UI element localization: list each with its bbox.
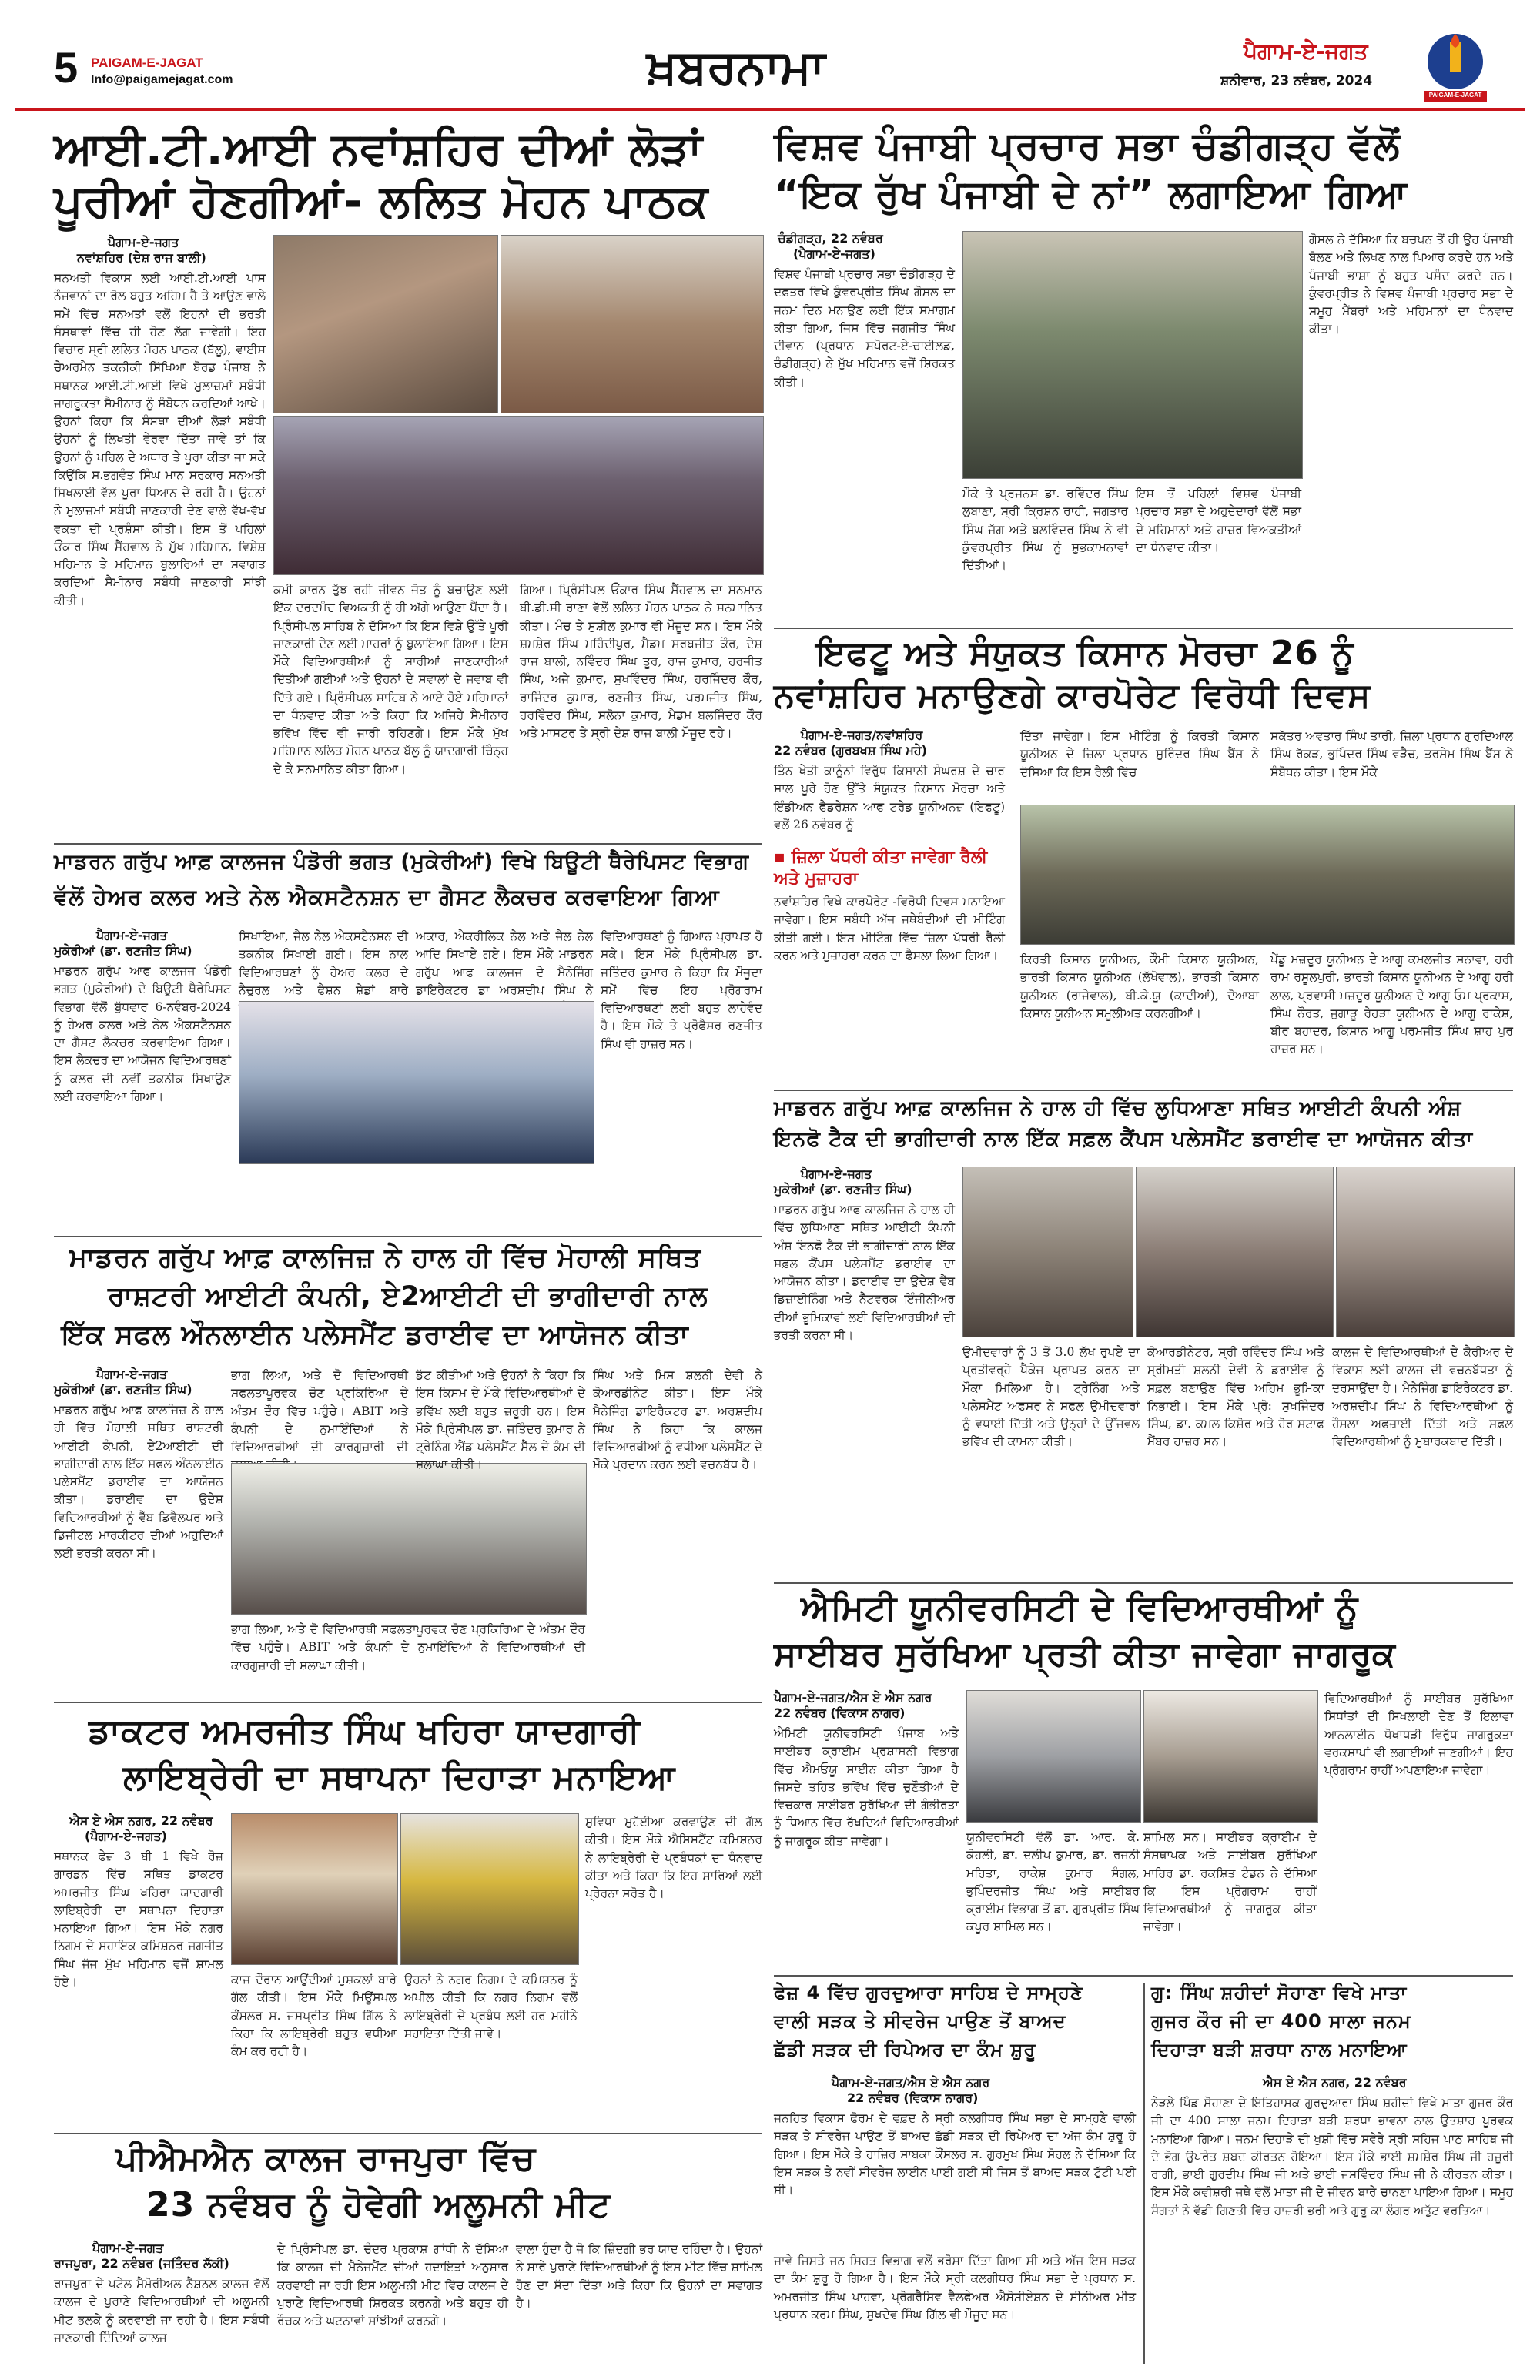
amity-col3: ਸ਼ਾਮਿਲ ਸਨ। ਸਾਈਬਰ ਕ੍ਰਾਈਮ ਦੇ ਸੰਸਥਾਪਕ ਅਤੇ ਸਾਈਬਰ ਸੁਰੱਖਿਆ ਮਾਹਿਰ ਡਾ. ਰਕਸ਼ਿਤ ਟੰਡਨ ਨੇ ਦੱਸਿਆ ਕਿ ਇਸ ਪ੍ਰੋਗਰਾਮ ਰਾਹੀਂ ਵਿਦਿਆਰਥੀਆਂ ਨੂੰ ਜਾਗਰੂਕ ਕੀਤਾ ਜਾਵੇਗਾ। [1143, 1830, 1317, 1934]
mohali-col5: ਭਾਗ ਲਿਆ, ਅਤੇ ਦੋ ਵਿਦਿਆਰਥੀ ਸਫਲਤਾਪੂਰਵਕ ਚੋਣ ਪ੍ਰਕਿਰਿਆ ਦੇ ਅੰਤਮ ਦੌਰ ਵਿੱਚ ਪਹੁੰਚੇ। ABIT ਅਤੇ ਕੰਪਨੀ ਦੇ ਨੁਮਾਇੰਦਿਆਂ ਨੇ ਵਿਦਿਆਰਥੀਆਂ ਦੀ ਕਾਰਗੁਜ਼ਾਰੀ ਦੀ ਸ਼ਲਾਘਾ ਕੀਤੀ। [231, 1622, 585, 1672]
email: Info@paigamejagat.com [91, 73, 233, 86]
sale-col3: ਕੋਆਰਡੀਨੇਟਰ, ਸ੍ਰੀ ਰਵਿੰਦਰ ਸਿੰਘ ਅਤੇ ਸ੍ਰੀਮਤੀ ਸ਼ਲਨੀ ਦੇਵੀ ਨੇ ਡਰਾਈਵ ਨੂੰ ਸਫ਼ਲ ਬਣਾਉਣ ਵਿੱਚ ਅਹਿਮ ਭੂਮਿਕਾ ਨਿਭਾਈ। ਇਸ ਮੌਕੇ ਪ੍ਰੋ: ਸੁਖਜਿੰਦਰ ਸਿੰਘ, ਡਾ. ਕਮਲ ਕਿਸ਼ੋਰ ਅਤੇ ਹੋਰ ਸਟਾਫ਼ ਮੈਂਬਰ ਹਾਜ਼ਰ ਸਨ। [1147, 1345, 1324, 1449]
iti-byline-2: ਨਵਾਂਸ਼ਹਿਰ (ਦੇਸ਼ ਰਾਜ ਬਾਲੀ) [77, 250, 206, 265]
sale-byline-2: ਮੁਕੇਰੀਆਂ (ਡਾ. ਰਣਜੀਤ ਸਿੰਘ) [774, 1182, 912, 1197]
divider [54, 1702, 762, 1703]
logo-text: PAIGAM-E-JAGAT [1428, 92, 1482, 99]
wppc-headline-2: “ਇਕ ਰੁੱਖ ਪੰਜਾਬੀ ਦੇ ਨਾਂ” ਲਗਾਇਆ ਗਿਆ [774, 172, 1408, 216]
iti-headline-1: ਆਈ.ਟੀ.ਆਈ ਨਵਾਂਸ਼ਹਿਰ ਦੀਆਂ ਲੋੜਾਂ [54, 122, 703, 175]
pmn-byline-2: ਰਾਜਪੁਰਾ, 22 ਨਵੰਬਰ (ਜਤਿੰਦਰ ਲੱਕੀ) [54, 2256, 229, 2271]
gurdwara-col2: ਜਾਵੇ ਜਿਸਤੇ ਜਨ ਸਿਹਤ ਵਿਭਾਗ ਵਲੋਂ ਭਰੋਸਾ ਦਿੱਤਾ ਗਿਆ ਸੀ ਅਤੇ ਅੱਜ ਇਸ ਸੜਕ ਦਾ ਕੰਮ ਸ਼ੁਰੂ ਹੋ ਗਿਆ ਹੈ। ਇਸ ਮੌਕੇ ਸ੍ਰੀ ਕਲਗੀਧਰ ਸਿੰਘ ਸਭਾ ਦੇ ਪ੍ਰਧਾਨ ਸ. ਅਮਰਜੀਤ ਸਿੰਘ ਪਾਹਵਾ, ਪ੍ਰੋਗਰੈਸਿਵ ਵੈਲਫੇਅਰ ਐਸੋਸੀਏਸ਼ਨ ਦੇ ਸੀਨੀਅਰ ਮੀਤ ਪ੍ਰਧਾਨ ਕਰਮ ਸਿੰਘ, ਸੁਖਦੇਵ ਸਿੰਘ ਗਿੱਲ ਵੀ ਮੌਜੂਦ ਸਨ। [774, 2254, 1136, 2321]
wppc-col3: ਇਸ ਤੋਂ ਪਹਿਲਾਂ ਵਿਸ਼ਵ ਪੰਜਾਬੀ ਪ੍ਰਚਾਰ ਸਭਾ ਦੇ ਅਹੁਦੇਦਾਰਾਂ ਵੱਲੋਂ ਸਭਾ ਦੇ ਮਹਿਮਾਨਾਂ ਅਤੇ ਹਾਜ਼ਰ ਵਿਅਕਤੀਆਂ ਦਾ ਧੰਨਵਾਦ ਕੀਤਾ। [1136, 487, 1301, 554]
beauty-col4: ਵਿਦਿਆਰਥਣਾਂ ਨੂੰ ਗਿਆਨ ਪ੍ਰਾਪਤ ਹੋ ਸਕੇ। ਇਸ ਮੌਕੇ ਪ੍ਰਿੰਸੀਪਲ ਡਾ. ਜਤਿੰਦਰ ਕੁਮਾਰ ਨੇ ਕਿਹਾ ਕਿ ਮੌਜੂਦਾ ਸਮੇਂ ਵਿੱਚ ਇਹ ਪ੍ਰੋਗਰਾਮ ਵਿਦਿਆਰਥਣਾਂ ਲਈ ਬਹੁਤ ਲਾਹੇਵੰਦ ਹੈ। ਇਸ ਮੌਕੇ ਤੇ ਪ੍ਰੋਫੈਸਰ ਰਣਜੀਤ ਸਿੰਘ ਵੀ ਹਾਜ਼ਰ ਸਨ। [601, 929, 762, 1051]
wppc-col1: ਵਿਸ਼ਵ ਪੰਜਾਬੀ ਪ੍ਰਚਾਰ ਸਭਾ ਚੰਡੀਗੜ੍ਹ ਦੇ ਦਫ਼ਤਰ ਵਿਖੇ ਕੁੰਵਰਪ੍ਰੀਤ ਸਿੰਘ ਗੋਸਲ ਦਾ ਜਨਮ ਦਿਨ ਮਨਾਉਣ ਲਈ ਇੱਕ ਸਮਾਗਮ ਕੀਤਾ ਗਿਆ, ਜਿਸ ਵਿੱਚ ਜਗਜੀਤ ਸਿੰਘ ਦੀਵਾਨ (ਪ੍ਰਧਾਨ ਸਪੋਰਟ-ਏ-ਚਾਈਲਡ, ਚੰਡੀਗੜ੍ਹ) ਨੇ ਮੁੱਖ ਮਹਿਮਾਨ ਵਜੋਂ ਸ਼ਿਰਕਤ ਕੀਤੀ। [774, 267, 955, 389]
gurdwara-byline-1: ਪੈਗਾਮ-ਏ-ਜਗਤ/ਐਸ ਏ ਐਸ ਨਗਰ [832, 2075, 990, 2090]
divider [54, 2133, 762, 2134]
library-headline-2: ਲਾਇਬ੍ਰੇਰੀ ਦਾ ਸਥਾਪਨਾ ਦਿਹਾੜਾ ਮਨਾਇਆ [123, 1758, 676, 1797]
gujri-headline-3: ਦਿਹਾੜਾ ਬੜੀ ਸ਼ਰਧਾ ਨਾਲ ਮਨਾਇਆ [1151, 2039, 1408, 2060]
library-col1: ਸਥਾਨਕ ਫੇਜ਼ 3 ਬੀ 1 ਵਿਖੇ ਰੋਜ਼ ਗਾਰਡਨ ਵਿੱਚ ਸਥਿਤ ਡਾਕਟਰ ਅਮਰਜੀਤ ਸਿੰਘ ਖਹਿਰਾ ਯਾਦਗਾਰੀ ਲਾਇਬ੍ਰੇਰੀ ਦਾ ਸਥਾਪਨਾ ਦਿਹਾੜਾ ਮਨਾਇਆ ਗਿਆ। ਇਸ ਮੌਕੇ ਨਗਰ ਨਿਗਮ ਦੇ ਸਹਾਇਕ ਕਮਿਸ਼ਨਰ ਜਗਜੀਤ ਸਿੰਘ ਜੱਜ ਮੁੱਖ ਮਹਿਮਾਨ ਵਜੋਂ ਸ਼ਾਮਲ ਹੋਏ। [54, 1849, 223, 1989]
amity-byline-1: ਪੈਗਾਮ-ਏ-ਜਗਤ/ਐਸ ਏ ਐਸ ਨਗਰ [774, 1690, 932, 1705]
iti-col1: ਸਨਅਤੀ ਵਿਕਾਸ ਲਈ ਆਈ.ਟੀ.ਆਈ ਪਾਸ ਨੌਜਵਾਨਾਂ ਦਾ ਰੋਲ ਬਹੁਤ ਅਹਿਮ ਹੈ ਤੇ ਆਉਣ ਵਾਲੇ ਸਮੇਂ ਵਿੱਚ ਸਨਅਤਾਂ ਵਲੋਂ ਇਹਨਾਂ ਦੀ ਭਰਤੀ ਸੰਸਥਾਵਾਂ ਵਿੱਚ ਹੀ ਹੋਣ ਲੱਗ ਜਾਵੇਗੀ। ਇਹ ਵਿਚਾਰ ਸ੍ਰੀ ਲਲਿਤ ਮੋਹਨ ਪਾਠਕ (ਬੱਲੂ), ਵਾਈਸ ਚੇਅਰਮੈਨ ਤਕਨੀਕੀ ਸਿੱਖਿਆ ਬੋਰਡ ਪੰਜਾਬ ਨੇ ਸਥਾਨਕ ਆਈ.ਟੀ.ਆਈ ਵਿਖੇ ਮੁਲਾਜ਼ਮਾਂ ਸਬੰਧੀ ਜਾਗਰੂਕਤਾ ਸੈਮੀਨਾਰ ਨੂੰ ਸੰਬੋਧਨ ਕਰਦਿਆਂ ਆਖੇ। ਉਹਨਾਂ ਕਿਹਾ ਕਿ ਸੰਸਥਾ ਦੀਆਂ ਲੋੜਾਂ ਸਬੰਧੀ ਉਹਨਾਂ ਨੂੰ ਲਿਖਤੀ ਵੇਰਵਾ ਦਿੱਤਾ ਜਾਵੇ ਤਾਂ ਕਿ ਉਹਨਾਂ ਨੂੰ ਪਹਿਲ ਦੇ ਅਧਾਰ ਤੇ ਪੂਰਾ ਕੀਤਾ ਜਾ ਸਕੇ ਕਿਉਂਕਿ ਸ.ਭਗਵੰਤ ਸਿੰਘ ਮਾਨ ਸਰਕਾਰ ਸਨਅਤੀ ਸਿਖਲਾਈ ਵੱਲ ਪੂਰਾ ਧਿਆਨ ਦੇ ਰਹੀ ਹੈ। ਉਹਨਾਂ ਨੇ ਮੁਲਾਜ਼ਮਾਂ ਸਬੰਧੀ ਜਾਣਕਾਰੀ ਦੇਣ ਵਾਲੇ ਵੱਖ-ਵੱਖ ਵਕਤਾ ਦੀ ਪ੍ਰਸ਼ੰਸਾ ਕੀਤੀ। ਇਸ ਤੋਂ ਪਹਿਲਾਂ ਓਂਕਾਰ ਸਿੰਘ ਸੈਂਹਵਾਲ ਨੇ ਮੁੱਖ ਮਹਿਮਾਨ, ਵਿਸ਼ੇਸ਼ ਮਹਿਮਾਨ ਤੇ ਮਹਿਮਾਨ ਬੁਲਾਰਿਆਂ ਦਾ ਸਵਾਗਤ ਕਰਦਿਆਂ ਸੈਮੀਨਾਰ ਸਬੰਧੀ ਜਾਣਕਾਰੀ ਸਾਂਝੀ ਕੀਤੀ। [54, 271, 266, 608]
pmn-headline-2: 23 ਨਵੰਬਰ ਨੂੰ ਹੋਵੇਗੀ ਅਲੂਮਨੀ ਮੀਟ [146, 2185, 611, 2224]
iti-col2: ਕਮੀ ਕਾਰਨ ਤੁੱਝ ਰਹੀ ਜੀਵਨ ਜੋਤ ਨੂੰ ਬਚਾਉਣ ਲਈ ਇੱਕ ਦਰਦਮੰਦ ਵਿਅਕਤੀ ਨੂੰ ਹੀ ਅੱਗੇ ਆਉਣਾ ਪੈਂਦਾ ਹੈ। ਪ੍ਰਿੰਸੀਪਲ ਸਾਹਿਬ ਨੇ ਦੱਸਿਆ ਕਿ ਇਸ ਵਿਸ਼ੇ ਉੱਤੇ ਪੂਰੀ ਜਾਣਕਾਰੀ ਦੇਣ ਲਈ ਮਾਹਰਾਂ ਨੂੰ ਬੁਲਾਇਆ ਗਿਆ। ਇਸ ਮੌਕੇ ਵਿਦਿਆਰਥੀਆਂ ਨੂੰ ਸਾਰੀਆਂ ਜਾਣਕਾਰੀਆਂ ਦਿੱਤੀਆਂ ਗਈਆਂ ਅਤੇ ਉਹਨਾਂ ਦੇ ਸਵਾਲਾਂ ਦੇ ਜਵਾਬ ਵੀ ਦਿੱਤੇ ਗਏ। ਪ੍ਰਿੰਸੀਪਲ ਸਾਹਿਬ ਨੇ ਆਏ ਹੋਏ ਮਹਿਮਾਨਾਂ ਦਾ ਧੰਨਵਾਦ ਕੀਤਾ ਅਤੇ ਕਿਹਾ ਕਿ ਅਜਿਹੇ ਸੈਮੀਨਾਰ ਭਵਿੱਖ ਵਿੱਚ ਵੀ ਜਾਰੀ ਰਹਿਣਗੇ। ਇਸ ਮੌਕੇ ਮੁੱਖ ਮਹਿਮਾਨ ਲਲਿਤ ਮੋਹਨ ਪਾਠਕ ਬੱਲੂ ਨੂੰ ਯਾਦਗਾਰੀ ਚਿੰਨ੍ਹ ਦੇ ਕੇ ਸਨਮਾਨਿਤ ਕੀਤਾ ਗਿਆ। [273, 583, 508, 776]
farmers-col1: ਤਿੰਨ ਖੇਤੀ ਕਾਨੂੰਨਾਂ ਵਿਰੁੱਧ ਕਿਸਾਨੀ ਸੰਘਰਸ਼ ਦੇ ਚਾਰ ਸਾਲ ਪੂਰੇ ਹੋਣ ਉੱਤੇ ਸੰਯੁਕਤ ਕਿਸਾਨ ਮੋਰਚਾ ਅਤੇ ਇੰਡੀਅਨ ਫੈਡਰੇਸ਼ਨ ਆਫ ਟਰੇਡ ਯੂਨੀਅਨਜ਼ (ਇਫਟੂ) ਵਲੋਂ 26 ਨਵੰਬਰ ਨੂੰ [774, 764, 1005, 832]
divider [774, 1582, 1513, 1584]
amity-col4: ਵਿਦਿਆਰਥੀਆਂ ਨੂੰ ਸਾਈਬਰ ਸੁਰੱਖਿਆ ਸਿਧਾਂਤਾਂ ਦੀ ਸਿਖਲਾਈ ਦੇਣ ਤੋਂ ਇਲਾਵਾ ਆਨਲਾਈਨ ਧੋਖਾਧੜੀ ਵਿਰੁੱਧ ਜਾਗਰੂਕਤਾ ਵਰਕਸ਼ਾਪਾਂ ਵੀ ਲਗਾਈਆਂ ਜਾਣਗੀਆਂ। ਇਹ ਪ੍ਰੋਗਰਾਮ ਰਾਹੀਂ ਅਪਣਾਇਆ ਜਾਵੇਗਾ। [1324, 1692, 1513, 1777]
mohali-col2: ਭਾਗ ਲਿਆ, ਅਤੇ ਦੋ ਵਿਦਿਆਰਥੀ ਸਫਲਤਾਪੂਰਵਕ ਚੋਣ ਪ੍ਰਕਿਰਿਆ ਦੇ ਅੰਤਮ ਦੌਰ ਵਿੱਚ ਪਹੁੰਚੇ। ABIT ਅਤੇ ਕੰਪਨੀ ਦੇ ਨੁਮਾਇੰਦਿਆਂ ਨੇ ਵਿਦਿਆਰਥੀਆਂ ਦੀ ਕਾਰਗੁਜ਼ਾਰੀ ਦੀ [231, 1368, 408, 1454]
farmers-col3: ਸਕੱਤਰ ਅਵਤਾਰ ਸਿੰਘ ਤਾਰੀ, ਜ਼ਿਲਾ ਪ੍ਰਧਾਨ ਗੁਰਦਿਆਲ ਸਿੰਘ ਰੱਕੜ, ਭੁਪਿੰਦਰ ਸਿੰਘ ਵੜੈਚ, ਤਰਸੇਮ ਸਿੰਘ ਬੈਂਸ ਨੇ ਸੰਬੋਧਨ ਕੀਤਾ। ਇਸ ਮੌਕੇ [1270, 729, 1513, 779]
library-headline-1: ਡਾਕਟਰ ਅਮਰਜੀਤ ਸਿੰਘ ਖਹਿਰਾ ਯਾਦਗਾਰੀ [89, 1712, 641, 1751]
mohali-headline-2: ਰਾਸ਼ਟਰੀ ਆਈਟੀ ਕੰਪਨੀ, ਏ2ਆਈਟੀ ਦੀ ਭਾਗੀਦਾਰੀ ਨਾਲ [108, 1281, 708, 1312]
pmn-byline-1: ਪੈਗਾਮ-ਏ-ਜਗਤ [92, 2241, 164, 2255]
farmers-headline-1: ਇਫਟੂ ਅਤੇ ਸੰਯੁਕਤ ਕਿਸਾਨ ਮੋਰਚਾ 26 ਨੂੰ [816, 634, 1354, 673]
page-number: 5 [54, 43, 79, 92]
library-col2: ਕਾਜ ਦੌਰਾਨ ਆਉਂਦੀਆਂ ਮੁਸ਼ਕਲਾਂ ਬਾਰੇ ਗੱਲ ਕੀਤੀ। ਇਸ ਮੌਕੇ ਮਿਊਂਸਪਲ ਕੌਂਸਲਰ ਸ. ਜਸਪ੍ਰੀਤ ਸਿੰਘ ਗਿੱਲ ਨੇ ਕਿਹਾ ਕਿ ਲਾਇਬ੍ਰੇਰੀ ਬਹੁਤ ਵਧੀਆ ਕੰਮ ਕਰ ਰਹੀ ਹੈ। [231, 1973, 397, 2058]
gurdwara-col1: ਜਨਹਿਤ ਵਿਕਾਸ ਫੋਰਮ ਦੇ ਵਫ਼ਦ ਨੇ ਸ੍ਰੀ ਕਲਗੀਧਰ ਸਿੰਘ ਸਭਾ ਦੇ ਸਾਮ੍ਹਣੇ ਵਾਲੀ ਸੜਕ ਤੇ ਸੀਵਰੇਜ ਪਾਉਣ ਤੋਂ ਬਾਅਦ ਛੱਡੀ ਸੜਕ ਦੀ ਰਿਪੇਅਰ ਦਾ ਅੱਜ ਕੰਮ ਸ਼ੁਰੂ ਹੋ ਗਿਆ। ਇਸ ਮੌਕੇ ਤੇ ਹਾਜ਼ਿਰ ਸਾਬਕਾ ਕੌਂਸਲਰ ਸ. ਗੁਰਮੁਖ ਸਿੰਘ ਸੋਹਲ ਨੇ ਦੱਸਿਆ ਕਿ ਇਸ ਸੜਕ ਤੇ ਨਵੀਂ ਸੀਵਰੇਜ ਲਾਈਨ ਪਾਈ ਗਈ ਸੀ ਜਿਸ ਤੋਂ ਬਾਅਦ ਸੜਕ ਟੁੱਟੀ ਪਈ ਸੀ। [774, 2111, 1136, 2197]
amity-col2: ਯੂਨੀਵਰਸਿਟੀ ਵੱਲੋਂ ਡਾ. ਆਰ. ਕੇ. ਕੋਹਲੀ, ਡਾ. ਦਲੀਪ ਕੁਮਾਰ, ਡਾ. ਰਜਨੀ ਮਹਿਤਾ, ਰਾਕੇਸ਼ ਕੁਮਾਰ ਸੰਗਲ, ਭੁਪਿੰਦਰਜੀਤ ਸਿੰਘ ਅਤੇ ਸਾਈਬਰ ਕ੍ਰਾਈਮ ਵਿਭਾਗ ਤੋਂ ਡਾ. ਗੁਰਪ੍ਰੀਤ ਸਿੰਘ ਕਪੂਰ ਸ਼ਾਮਿਲ ਸਨ। [966, 1830, 1140, 1934]
divider [774, 628, 1513, 629]
farmers-photo [1020, 805, 1515, 945]
beauty-headline-1: ਮਾਡਰਨ ਗਰੁੱਪ ਆਫ਼ ਕਾਲਜਜ ਪੰਡੋਰੀ ਭਗਤ (ਮੁਕੇਰੀਆਂ) ਵਿਖੇ ਬਿਊਟੀ ਥੈਰੇਪਿਸਟ ਵਿਭਾਗ [54, 850, 750, 874]
sale-photo-3 [1336, 1167, 1515, 1337]
farmers-col5: ਕਿਰਤੀ ਕਿਸਾਨ ਯੂਨੀਅਨ, ਕੌਮੀ ਕਿਸਾਨ ਯੂਨੀਅਨ, ਭਾਰਤੀ ਕਿਸਾਨ ਯੂਨੀਅਨ (ਲੱਖੋਵਾਲ), ਭਾਰਤੀ ਕਿਸਾਨ ਯੂਨੀਅਨ (ਰਾਜੇਵਾਲ), ਬੀ.ਕੇ.ਯੂ (ਕਾਦੀਆਂ), ਦੋਆਬਾ ਕਿਸਾਨ ਯੂਨੀਅਨ ਸਮੂਲੀਅਤ ਕਰਨਗੀਆਂ। [1020, 952, 1259, 1020]
farmers-col4: ਨਵਾਂਸ਼ਹਿਰ ਵਿਖੇ ਕਾਰਪੋਰੇਟ -ਵਿਰੋਧੀ ਦਿਵਸ ਮਨਾਇਆ ਜਾਵੇਗਾ। ਇਸ ਸਬੰਧੀ ਅੱਜ ਜਥੇਬੰਦੀਆਂ ਦੀ ਮੀਟਿੰਗ ਕੀਤੀ ਗਈ। ਇਸ ਮੀਟਿੰਗ ਵਿੱਚ ਜ਼ਿਲਾ ਪੱਧਰੀ ਰੈਲੀ ਕਰਨ ਅਤੇ ਮੁਜ਼ਾਹਰਾ ਕਰਨ ਦਾ ਫੈਸਲਾ ਲਿਆ ਗਿਆ। [774, 895, 1005, 962]
amity-headline-1: ਐਮਿਟੀ ਯੂਨੀਵਰਸਿਟੀ ਦੇ ਵਿਦਿਆਰਥੀਆਂ ਨੂੰ [801, 1588, 1359, 1628]
iti-photo-2 [500, 235, 764, 413]
mohali-photo [231, 1463, 587, 1615]
mohali-col3: ਡੱਟ ਕੀਤੀਆਂ ਅਤੇ ਉਹਨਾਂ ਨੇ ਕਿਹਾ ਕਿ ਇਸ ਕਿਸਮ ਦੇ ਮੌਕੇ ਵਿਦਿਆਰਥੀਆਂ ਦੇ ਭਵਿੱਖ ਲਈ ਬਹੁਤ ਜ਼ਰੂਰੀ ਹਨ। ਇਸ ਮੌਕੇ ਪ੍ਰਿੰਸੀਪਲ ਡਾ. ਜਤਿੰਦਰ ਕੁਮਾਰ ਨੇ ਟ੍ਰੇਨਿੰਗ ਐਂਡ ਪਲੇਸਮੈਂਟ ਸੈੱਲ ਦੇ ਕੰਮ ਦੀ ਸ਼ਲਾਘਾ ਕੀਤੀ। [416, 1368, 585, 1472]
amity-col1: ਐਮਿਟੀ ਯੂਨੀਵਰਸਿਟੀ ਪੰਜਾਬ ਅਤੇ ਸਾਈਬਰ ਕ੍ਰਾਈਮ ਪ੍ਰਸ਼ਾਸਨੀ ਵਿਭਾਗ ਵਿੱਚ ਐਮਓਯੂ ਸਾਈਨ ਕੀਤਾ ਗਿਆ ਹੈ ਜਿਸਦੇ ਤਹਿਤ ਭਵਿੱਖ ਵਿੱਚ ਚੁਣੌਤੀਆਂ ਦੇ ਵਿਚਕਾਰ ਸਾਈਬਰ ਸੁਰੱਖਿਆ ਦੀ ਗੰਭੀਰਤਾ ਨੂੰ ਧਿਆਨ ਵਿੱਚ ਰੱਖਦਿਆਂ ਵਿਦਿਆਰਥੀਆਂ ਨੂੰ ਜਾਗਰੂਕ ਕੀਤਾ ਜਾਵੇਗਾ। [774, 1726, 959, 1848]
farmers-headline-2: ਨਵਾਂਸ਼ਹਿਰ ਮਨਾਉਣਗੇ ਕਾਰਪੋਰੇਟ ਵਿਰੋਧੀ ਦਿਵਸ [774, 676, 1371, 715]
mohali-col4: ਸਿੰਘ ਅਤੇ ਮਿਸ ਸ਼ਲਨੀ ਦੇਵੀ ਨੇ ਕੋਆਰਡੀਨੇਟ ਕੀਤਾ। ਇਸ ਮੌਕੇ ਮੈਨੇਜਿੰਗ ਡਾਇਰੈਕਟਰ ਡਾ. ਅਰਸ਼ਦੀਪ ਸਿੰਘ ਨੇ ਕਿਹਾ ਕਿ ਕਾਲਜ ਵਿਦਿਆਰਥੀਆਂ ਨੂੰ ਵਧੀਆ ਪਲੇਸਮੈਂਟ ਦੇ ਮੌਕੇ ਪ੍ਰਦਾਨ ਕਰਨ ਲਈ ਵਚਨਬੱਧ ਹੈ। [593, 1368, 762, 1472]
wppc-col4: ਗੋਸਲ ਨੇ ਦੱਸਿਆ ਕਿ ਬਚਪਨ ਤੋਂ ਹੀ ਉਹ ਪੰਜਾਬੀ ਬੋਲਣ ਅਤੇ ਲਿਖਣ ਨਾਲ ਪਿਆਰ ਕਰਦੇ ਹਨ ਅਤੇ ਪੰਜਾਬੀ ਭਾਸ਼ਾ ਨੂੰ ਬਹੁਤ ਪਸੰਦ ਕਰਦੇ ਹਨ। ਕੁੰਵਰਪ੍ਰੀਤ ਨੇ ਵਿਸ਼ਵ ਪੰਜਾਬੀ ਪ੍ਰਚਾਰ ਸਭਾ ਦੇ ਸਮੂਹ ਮੈਂਬਰਾਂ ਅਤੇ ਮਹਿਮਾਨਾਂ ਦਾ ਧੰਨਵਾਦ ਕੀਤਾ। [1309, 233, 1513, 336]
pmn-col3: ਵਾਲਾ ਹੁੰਦਾ ਹੈ ਜੋ ਕਿ ਜ਼ਿੰਦਗੀ ਭਰ ਯਾਦ ਰਹਿੰਦਾ ਹੈ। ਉਹਨਾਂ ਨੇ ਸਾਰੇ ਪੁਰਾਣੇ ਵਿਦਿਆਰਥੀਆਂ ਨੂੰ ਇਸ ਮੀਟ ਵਿੱਚ ਸ਼ਾਮਿਲ ਹੋਣ ਦਾ ਸੱਦਾ ਦਿੱਤਾ ਅਤੇ ਕਿਹਾ ਕਿ ਉਹਨਾਂ ਦਾ ਸਵਾਗਤ ਹੈ। [516, 2242, 762, 2310]
wppc-headline-1: ਵਿਸ਼ਵ ਪੰਜਾਬੀ ਪ੍ਰਚਾਰ ਸਭਾ ਚੰਡੀਗੜ੍ਹ ਵੱਲੋਂ [774, 123, 1401, 168]
beauty-col2: ਸਿਖਾਇਆ, ਜੈਲ ਨੇਲ ਐਕਸਟੈਨਸ਼ਨ ਦੀ ਤਕਨੀਕ ਸਿਖਾਈ ਗਈ। ਇਸ ਨਾਲ ਵਿਦਿਆਰਥਣਾਂ ਨੂੰ ਹੇਅਰ ਕਲਰ ਦੇ ਨੈਚੁਰਲ ਅਤੇ ਫੈਸ਼ਨ ਸ਼ੇਡਾਂ ਬਾਰੇ [239, 929, 408, 997]
logo [1413, 31, 1498, 104]
divider [774, 1090, 1513, 1091]
farmers-col2: ਦਿੱਤਾ ਜਾਵੇਗਾ। ਇਸ ਮੀਟਿੰਗ ਨੂੰ ਕਿਰਤੀ ਕਿਸਾਨ ਯੂਨੀਅਨ ਦੇ ਜ਼ਿਲਾ ਪ੍ਰਧਾਨ ਸੁਰਿੰਦਰ ਸਿੰਘ ਬੈਂਸ ਨੇ ਦੱਸਿਆ ਕਿ ਇਸ ਰੈਲੀ ਵਿੱਚ [1020, 729, 1259, 779]
pmn-col2: ਦੇ ਪ੍ਰਿੰਸੀਪਲ ਡਾ. ਚੰਦਰ ਪ੍ਰਕਾਸ਼ ਗਾਂਧੀ ਨੇ ਦੱਸਿਆ ਕਿ ਕਾਲਜ ਦੀ ਮੈਨੇਜਮੈਂਟ ਦੀਆਂ ਹਦਾਇਤਾਂ ਅਨੁਸਾਰ ਕਰਵਾਈ ਜਾ ਰਹੀ ਇਸ ਅਲੂਮਨੀ ਮੀਟ ਵਿੱਚ ਕਾਲਜ ਦੇ ਪੁਰਾਣੇ ਵਿਦਿਆਰਥੀ ਸ਼ਿਰਕਤ ਕਰਨਗੇ ਅਤੇ ਬਹੁਤ ਹੀ ਰੌਚਕ ਅਤੇ ਘਟਨਾਵਾਂ ਸਾਂਝੀਆਂ ਕਰਨਗੇ। [277, 2242, 508, 2328]
gurdwara-headline-3: ਛੱਡੀ ਸੜਕ ਦੀ ਰਿਪੇਅਰ ਦਾ ਕੰਮ ਸ਼ੁਰੂ [774, 2039, 1036, 2060]
paper-name: PAIGAM-E-JAGAT [91, 55, 203, 70]
divider [54, 1236, 762, 1237]
gujri-byline: ਐਸ ਏ ਐਸ ਨਗਰ, 22 ਨਵੰਬਰ [1263, 2075, 1407, 2090]
library-col4: ਸੁਵਿਧਾ ਮੁਹੱਈਆ ਕਰਵਾਉਣ ਦੀ ਗੱਲ ਕੀਤੀ। ਇਸ ਮੌਕੇ ਐਸਿਸਟੈਂਟ ਕਮਿਸ਼ਨਰ ਨੇ ਲਾਇਬ੍ਰੇਰੀ ਦੇ ਪ੍ਰਬੰਧਕਾਂ ਦਾ ਧੰਨਵਾਦ ਕੀਤਾ ਅਤੇ ਕਿਹਾ ਕਿ ਇਹ ਸਾਰਿਆਂ ਲਈ ਪ੍ਰੇਰਨਾ ਸਰੋਤ ਹੈ। [585, 1815, 762, 1900]
divider [774, 1975, 1513, 1977]
beauty-col3: ਅਕਾਰ, ਐਕਰੀਲਿਕ ਨੇਲ ਅਤੇ ਜੈਲ ਨੇਲ ਆਦਿ ਸਿਖਾਏ ਗਏ। ਇਸ ਮੌਕੇ ਮਾਡਰਨ ਗਰੁੱਪ ਆਫ ਕਾਲਜਜ ਦੇ ਮੈਨੇਜਿੰਗ ਡਾਇਰੈਕਟਰ ਡਾ ਅਰਸ਼ਦੀਪ ਸਿੰਘ ਨੇ [416, 929, 593, 997]
mohali-headline-3: ਇੱਕ ਸਫਲ ਔਨਲਾਈਨ ਪਲੇਸਮੈਂਟ ਡਰਾਈਵ ਦਾ ਆਯੋਜਨ ਕੀਤਾ [62, 1320, 689, 1351]
sale-headline-2: ਇਨਫੋ ਟੈਕ ਦੀ ਭਾਗੀਦਾਰੀ ਨਾਲ ਇੱਕ ਸਫ਼ਲ ਕੈਂਪਸ ਪਲੇਸਮੈਂਟ ਡਰਾਈਵ ਦਾ ਆਯੋਜਨ ਕੀਤਾ [774, 1127, 1474, 1151]
sale-photo-2 [1136, 1167, 1334, 1337]
wppc-col2: ਮੌਕੇ ਤੇ ਪ੍ਰਜਨਸ ਡਾ. ਰਵਿੰਦਰ ਸਿੰਘ ਲੁਬਾਣਾ, ਸ੍ਰੀ ਕ੍ਰਿਸ਼ਨ ਰਾਹੀ, ਜਗਤਾਰ ਸਿੰਘ ਜੱਗ ਅਤੇ ਬਲਵਿੰਦਰ ਸਿੰਘ ਨੇ ਵੀ ਕੁੰਵਰਪ੍ਰੀਤ ਸਿੰਘ ਨੂੰ ਸ਼ੁਭਕਾਮਨਾਵਾਂ ਦਿੱਤੀਆਂ। [962, 487, 1128, 572]
mohali-col1: ਮਾਡਰਨ ਗਰੁੱਪ ਆਫ ਕਾਲਜਿਜ਼ ਨੇ ਹਾਲ ਹੀ ਵਿੱਚ ਮੋਹਾਲੀ ਸਥਿਤ ਰਾਸ਼ਟਰੀ ਆਈਟੀ ਕੰਪਨੀ, ਏ2ਆਈਟੀ ਦੀ ਭਾਗੀਦਾਰੀ ਨਾਲ ਇੱਕ ਸਫਲ ਔਨਲਾਈਨ ਪਲੇਸਮੈਂਟ ਡਰਾਈਵ ਦਾ ਆਯੋਜਨ ਕੀਤਾ। ਡਰਾਈਵ ਦਾ ਉਦੇਸ਼ ਵਿਦਿਆਰਥੀਆਂ ਨੂੰ ਵੈੱਬ ਡਿਵੈਲਪਰ ਅਤੇ ਡਿਜੀਟਲ ਮਾਰਕੀਟਰ ਦੀਆਂ ਅਹੁਦਿਆਂ ਲਈ ਭਰਤੀ ਕਰਨਾ ਸੀ। [54, 1403, 223, 1560]
section-title: ਖ਼ਬਰਨਾਮਾ [647, 38, 825, 95]
pmn-col1: ਰਾਜਪੁਰਾ ਦੇ ਪਟੇਲ ਮੈਮੋਰੀਅਲ ਨੈਸ਼ਨਲ ਕਾਲਜ ਵੱਲੋਂ ਕਾਲਜ ਦੇ ਪੁਰਾਣੇ ਵਿਦਿਆਰਥੀਆਂ ਦੀ ਅਲੂਮਨੀ ਮੀਟ ਭਲਕੇ ਨੂੰ ਕਰਵਾਈ ਜਾ ਰਹੀ ਹੈ। ਇਸ ਸਬੰਧੀ ਜਾਣਕਾਰੀ ਦਿੰਦਿਆਂ ਕਾਲਜ [54, 2277, 270, 2345]
sale-col2: ਉਮੀਦਵਾਰਾਂ ਨੂੰ 3 ਤੋਂ 3.0 ਲੱਖ ਰੁਪਏ ਦਾ ਪ੍ਰਤੀਵਰ੍ਹੇ ਪੈਕੇਜ ਪ੍ਰਾਪਤ ਕਰਨ ਦਾ ਮੌਕਾ ਮਿਲਿਆ ਹੈ। ਟ੍ਰੇਨਿੰਗ ਅਤੇ ਪਲੇਸਮੈਂਟ ਅਫਸਰ ਨੇ ਸਫਲ ਉਮੀਦਵਾਰਾਂ ਨੂੰ ਵਧਾਈ ਦਿੱਤੀ ਅਤੇ ਉਨ੍ਹਾਂ ਦੇ ਉੱਜਵਲ ਭਵਿੱਖ ਦੀ ਕਾਮਨਾ ਕੀਤੀ। [962, 1345, 1140, 1449]
library-byline-1: ਐਸ ਏ ਐਸ ਨਗਰ, 22 ਨਵੰਬਰ [69, 1813, 213, 1828]
beauty-col1: ਮਾਡਰਨ ਗਰੁੱਪ ਆਫ ਕਾਲਜਜ ਪੰਡੋਰੀ ਭਗਤ (ਮੁਕੇਰੀਆਂ) ਦੇ ਬਿਊਟੀ ਥੈਰੇਪਿਸਟ ਵਿਭਾਗ ਵੱਲੋਂ ਬੁੱਧਵਾਰ 6-ਨਵੰਬਰ-2024 ਨੂੰ ਹੇਅਰ ਕਲਰ ਅਤੇ ਨੇਲ ਐਕਸਟੈਨਸ਼ਨ ਦਾ ਗੈਸਟ ਲੈਕਚਰ ਕਰਵਾਇਆ ਗਿਆ। ਇਸ ਲੈਕਚਰ ਦਾ ਆਯੋਜਨ ਵਿਦਿਆਰਥਣਾਂ ਨੂੰ ਕਲਰ ਦੀ ਨਵੀਂ ਤਕਨੀਕ ਸਿਖਾਉਣ ਲਈ ਕਰਵਾਇਆ ਗਿਆ। [54, 964, 231, 1103]
mohali-byline-2: ਮੁਕੇਰੀਆਂ (ਡਾ. ਰਣਜੀਤ ਸਿੰਘ) [54, 1382, 192, 1397]
wppc-byline-1: ਚੰਡੀਗੜ੍ਹ, 22 ਨਵੰਬਰ [778, 231, 883, 246]
masthead-rule [15, 108, 1525, 111]
gujri-col1: ਨੇੜਲੇ ਪਿੰਡ ਸੋਹਾਣਾ ਦੇ ਇਤਿਹਾਸਕ ਗੁਰਦੁਆਰਾ ਸਿੰਘ ਸ਼ਹੀਦਾਂ ਵਿਖੇ ਮਾਤਾ ਗੁਜਰ ਕੌਰ ਜੀ ਦਾ 400 ਸਾਲਾ ਜਨਮ ਦਿਹਾੜਾ ਬੜੀ ਸ਼ਰਧਾ ਭਾਵਨਾ ਨਾਲ ਉਤਸ਼ਾਹ ਪੂਰਵਕ ਮਨਾਇਆ ਗਿਆ। ਜਨਮ ਦਿਹਾੜੇ ਦੀ ਖੁਸ਼ੀ ਵਿੱਚ ਸਵੇਰੇ ਸ੍ਰੀ ਸਹਿਜ ਪਾਠ ਸਾਹਿਬ ਜੀ ਦੇ ਭੋਗ ਉਪਰੰਤ ਸ਼ਬਦ ਕੀਰਤਨ ਹੋਇਆ। ਇਸ ਮੌਕੇ ਭਾਈ ਸ਼ਮਸ਼ੇਰ ਸਿੰਘ ਜੀ ਹਜ਼ੂਰੀ ਰਾਗੀ, ਭਾਈ ਗੁਰਦੀਪ ਸਿੰਘ ਜੀ ਅਤੇ ਭਾਈ ਜਸਵਿੰਦਰ ਸਿੰਘ ਜੀ ਨੇ ਕੀਰਤਨ ਕੀਤਾ। ਇਸ ਮੌਕੇ ਕਵੀਸ਼ਰੀ ਜਥੇ ਵੱਲੋਂ ਮਾਤਾ ਜੀ ਦੇ ਜੀਵਨ ਬਾਰੇ ਚਾਨਣਾ ਪਾਇਆ ਗਿਆ। ਸਮੂਹ ਸੰਗਤਾਂ ਨੇ ਵੱਡੀ ਗਿਣਤੀ ਵਿੱਚ ਹਾਜ਼ਰੀ ਭਰੀ ਅਤੇ ਗੁਰੂ ਕਾ ਲੰਗਰ ਅਤੁੱਟ ਵਰਤਿਆ। [1151, 2096, 1513, 2218]
gurdwara-headline-1: ਫੇਜ਼ 4 ਵਿੱਚ ਗੁਰਦੁਆਰਾ ਸਾਹਿਬ ਦੇ ਸਾਮ੍ਹਣੇ [774, 1982, 1083, 2003]
amity-photo-1 [966, 1690, 1141, 1823]
pmn-headline-1: ਪੀਐਮਐਨ ਕਾਲਜ ਰਾਜਪੁਰਾ ਵਿੱਚ [116, 2139, 536, 2178]
beauty-byline-1: ਪੈਗਾਮ-ਏ-ਜਗਤ [96, 928, 168, 942]
iti-col3: ਗਿਆ। ਪ੍ਰਿੰਸੀਪਲ ਓਂਕਾਰ ਸਿੰਘ ਸੈਂਹਵਾਲ ਦਾ ਸਨਮਾਨ ਬੀ.ਡੀ.ਸੀ ਰਾਣਾ ਵੱਲੋਂ ਲਲਿਤ ਮੋਹਨ ਪਾਠਕ ਨੇ ਸਨਮਾਨਿਤ ਕੀਤਾ। ਮੰਚ ਤੇ ਸੁਸ਼ੀਲ ਕੁਮਾਰ ਵੀ ਮੌਜੂਦ ਸਨ। ਇਸ ਮੌਕੇ ਸ਼ਮਸ਼ੇਰ ਸਿੰਘ ਮਹਿੰਦੀਪੁਰ, ਮੈਡਮ ਸਰਬਜੀਤ ਕੌਰ, ਦੇਸ਼ ਰਾਜ ਬਾਲੀ, ਨਵਿੰਦਰ ਸਿੰਘ ਤੂਰ, ਰਾਜ ਕੁਮਾਰ, ਹਰਜੀਤ ਸਿੰਘ, ਅਜੇ ਕੁਮਾਰ, ਸੁਖਵਿੰਦਰ ਸਿੰਘ, ਹਰਜਿੰਦਰ ਕੌਰ, ਰਾਜਿੰਦਰ ਕੁਮਾਰ, ਰਣਜੀਤ ਸਿੰਘ, ਪਰਮਜੀਤ ਸਿੰਘ, ਹਰਵਿੰਦਰ ਸਿੰਘ, ਸਲੋਨਾ ਕੁਮਾਰ, ਮੈਡਮ ਬਲਜਿੰਦਰ ਕੌਰ ਅਤੇ ਮਾਸਟਰ ਤੇ ਸ੍ਰੀ ਦੇਸ਼ ਰਾਜ ਬਾਲੀ ਮੌਜੂਦ ਰਹੇ। [520, 583, 762, 740]
wppc-photo [962, 231, 1303, 479]
iti-headline-2: ਪੂਰੀਆਂ ਹੋਣਗੀਆਂ- ਲਲਿਤ ਮੋਹਨ ਪਾਠਕ [54, 175, 709, 227]
issue-date: ਸ਼ਨੀਵਾਰ, 23 ਨਵੰਬਰ, 2024 [1220, 73, 1373, 89]
farmers-byline-2: 22 ਨਵੰਬਰ (ਗੁਰਬਖਸ਼ ਸਿੰਘ ਮਹੇ) [774, 743, 927, 758]
amity-headline-2: ਸਾਈਬਰ ਸੁਰੱਖਿਆ ਪ੍ਰਤੀ ਕੀਤਾ ਜਾਵੇਗਾ ਜਾਗਰੂਕ [774, 1635, 1396, 1674]
sale-byline-1: ਪੈਗਾਮ-ਏ-ਜਗਤ [801, 1167, 872, 1181]
beauty-byline-2: ਮੁਕੇਰੀਆਂ (ਡਾ. ਰਣਜੀਤ ਸਿੰਘ) [54, 943, 192, 958]
farmers-subhead: ▪ ਜ਼ਿਲਾ ਪੱਧਰੀ ਕੀਤਾ ਜਾਵੇਗਾ ਰੈਲੀ ਅਤੇ ਮੁਜ਼ਾਹਰਾ [774, 848, 988, 889]
mohali-headline-1: ਮਾਡਰਨ ਗਰੁੱਪ ਆਫ਼ ਕਾਲਜਿਜ਼ ਨੇ ਹਾਲ ਹੀ ਵਿੱਚ ਮੋਹਾਲੀ ਸਥਿਤ [69, 1243, 701, 1274]
iti-photo-1 [273, 235, 498, 413]
sale-col1: ਮਾਡਰਨ ਗਰੁੱਪ ਆਫ ਕਾਲਜਿਜ ਨੇ ਹਾਲ ਹੀ ਵਿੱਚ ਲੁਧਿਆਣਾ ਸਥਿਤ ਆਈਟੀ ਕੰਪਨੀ ਅੰਸ਼ ਇਨਫੋ ਟੈਕ ਦੀ ਭਾਗੀਦਾਰੀ ਨਾਲ ਇੱਕ ਸਫ਼ਲ ਕੈਂਪਸ ਪਲੇਸਮੈਂਟ ਡਰਾਈਵ ਦਾ ਆਯੋਜਨ ਕੀਤਾ। ਡਰਾਈਵ ਦਾ ਉਦੇਸ਼ ਵੈੱਬ ਡਿਜ਼ਾਈਨਿੰਗ ਅਤੇ ਨੈੱਟਵਰਕ ਇੰਜੀਨੀਅਰ ਦੀਆਂ ਭੂਮਿਕਾਵਾਂ ਲਈ ਵਿਦਿਆਰਥੀਆਂ ਦੀ ਭਰਤੀ ਕਰਨਾ ਸੀ। [774, 1203, 955, 1342]
sale-headline-1: ਮਾਡਰਨ ਗਰੁੱਪ ਆਫ਼ ਕਾਲਜਿਜ ਨੇ ਹਾਲ ਹੀ ਵਿੱਚ ਲੁਧਿਆਣਾ ਸਥਿਤ ਆਈਟੀ ਕੰਪਨੀ ਅੰਸ਼ [774, 1096, 1462, 1120]
gurdwara-byline-2: 22 ਨਵੰਬਰ (ਵਿਕਾਸ ਨਾਗਰ) [847, 2090, 979, 2105]
library-byline-2: (ਪੈਗਾਮ-ਏ-ਜਗਤ) [85, 1829, 167, 1843]
beauty-photo [239, 1001, 594, 1164]
mohali-byline-1: ਪੈਗਾਮ-ਏ-ਜਗਤ [96, 1367, 168, 1381]
farmers-byline-1: ਪੈਗਾਮ-ਏ-ਜਗਤ/ਨਵਾਂਸ਼ਹਿਰ [801, 728, 923, 742]
divider [1143, 1983, 1145, 2364]
gujri-headline-2: ਗੁਜਰ ਕੌਰ ਜੀ ਦਾ 400 ਸਾਲਾ ਜਨਮ [1151, 2010, 1411, 2032]
farmers-col6: ਪੇਂਡੂ ਮਜ਼ਦੂਰ ਯੂਨੀਅਨ ਦੇ ਆਗੂ ਕਮਲਜੀਤ ਸਨਾਵਾ, ਹਰੀ ਰਾਮ ਰਸੂਲਪੁਰੀ, ਭਾਰਤੀ ਕਿਸਾਨ ਯੂਨੀਅਨ ਦੇ ਆਗੂ ਹਰੀ ਲਾਲ, ਪ੍ਰਵਾਸੀ ਮਜ਼ਦੂਰ ਯੂਨੀਅਨ ਦੇ ਆਗੂ ਓਮ ਪ੍ਰਕਾਸ਼, ਸਿੰਘ ਨੌਰਤ, ਜੁਗਾੜੂ ਰੇਹੜਾ ਯੂਨੀਅਨ ਦੇ ਆਗੂ ਰਾਕੇਸ਼, ਬੀਰ ਬਹਾਦਰ, ਕਿਸਾਨ ਆਗੂ ਪਰਮਜੀਤ ਸਿੰਘ ਸ਼ਾਹ ਪੁਰ ਹਾਜ਼ਰ ਸਨ। [1270, 952, 1513, 1056]
library-col3: ਉਹਨਾਂ ਨੇ ਨਗਰ ਨਿਗਮ ਦੇ ਕਮਿਸ਼ਨਰ ਨੂੰ ਅਪੀਲ ਕੀਤੀ ਕਿ ਨਗਰ ਨਿਗਮ ਵੱਲੋਂ ਲਾਇਬ੍ਰੇਰੀ ਦੇ ਪ੍ਰਬੰਧ ਲਈ ਹਰ ਮਹੀਨੇ ਸਹਾਇਤਾ ਦਿੱਤੀ ਜਾਵੇ। [404, 1973, 578, 2040]
iti-byline-1: ਪੈਗਾਮ-ਏ-ਜਗਤ [108, 235, 179, 249]
amity-byline-2: 22 ਨਵੰਬਰ (ਵਿਕਾਸ ਨਾਗਰ) [774, 1705, 906, 1720]
gurdwara-headline-2: ਵਾਲੀ ਸੜਕ ਤੇ ਸੀਵਰੇਜ ਪਾਉਣ ਤੋਂ ਬਾਅਦ [774, 2010, 1066, 2032]
brand-punjabi: ਪੈਗਾਮ-ਏ-ਜਗਤ [1244, 38, 1368, 64]
gujri-headline-1: ਗੁ: ਸਿੰਘ ਸ਼ਹੀਦਾਂ ਸੋਹਾਣਾ ਵਿਖੇ ਮਾਤਾ [1151, 1982, 1408, 2003]
library-photo-2 [400, 1813, 579, 1965]
sale-col4: ਕਾਲਜ ਦੇ ਵਿਦਿਆਰਥੀਆਂ ਦੇ ਕੈਰੀਅਰ ਦੇ ਵਿਕਾਸ ਲਈ ਕਾਲਜ ਦੀ ਵਚਨਬੱਧਤਾ ਨੂੰ ਦਰਸਾਉਂਦਾ ਹੈ। ਮੈਨੇਜਿੰਗ ਡਾਇਰੈਕਟਰ ਡਾ. ਅਰਸ਼ਦੀਪ ਸਿੰਘ ਨੇ ਵਿਦਿਆਰਥੀਆਂ ਨੂੰ ਹੌਸਲਾ ਅਫਜ਼ਾਈ ਦਿੱਤੀ ਅਤੇ ਸਫ਼ਲ ਵਿਦਿਆਰਥੀਆਂ ਨੂੰ ਮੁਬਾਰਕਬਾਦ ਦਿੱਤੀ। [1332, 1345, 1513, 1449]
wppc-byline-2: (ਪੈਗਾਮ-ਏ-ਜਗਤ) [793, 246, 875, 261]
divider [54, 843, 762, 845]
library-photo-1 [231, 1813, 398, 1965]
sale-photo-1 [962, 1167, 1133, 1337]
beauty-headline-2: ਵੱਲੋਂ ਹੇਅਰ ਕਲਰ ਅਤੇ ਨੇਲ ਐਕਸਟੈਨਸ਼ਨ ਦਾ ਗੈਸਟ ਲੈਕਚਰ ਕਰਵਾਇਆ ਗਿਆ [54, 884, 720, 910]
masthead [0, 0, 1540, 131]
iti-photo-3 [273, 416, 764, 575]
amity-photo-2 [1143, 1690, 1318, 1823]
